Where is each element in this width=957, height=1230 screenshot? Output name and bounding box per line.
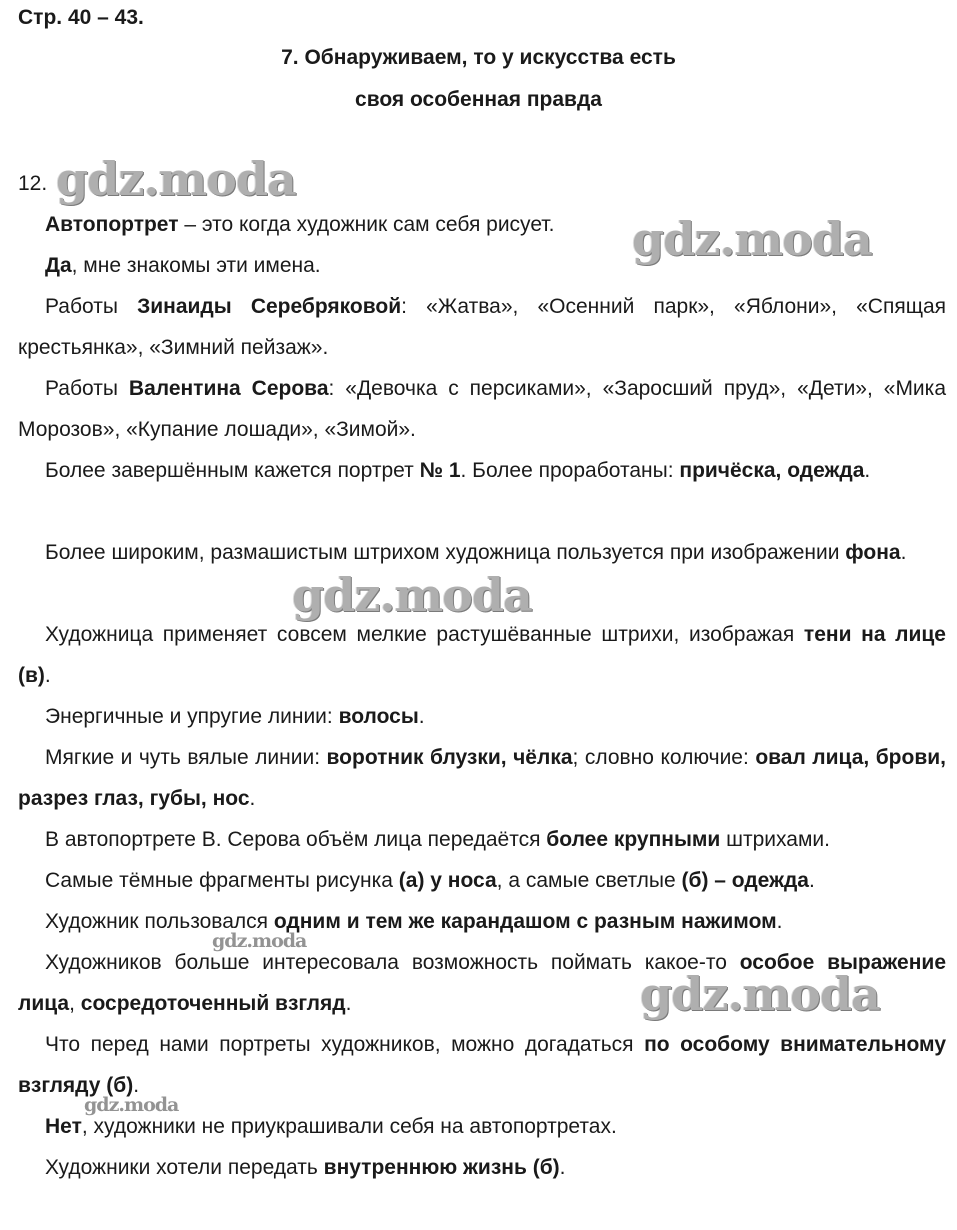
answer-paragraph-6: Более широким, размашистым штрихом художница пользуется при изображении фона. — [45, 541, 907, 564]
answer-paragraph-12: Художник пользовался одним и тем же карандашом с разным нажимом. — [45, 910, 783, 933]
answer-paragraph-3: Работы Зинаиды Серебряковой: «Жатва», «Осенний парк», «Яблони», «Спящая крестьянка», «Зимний пейзаж». — [18, 295, 947, 359]
answer-paragraph-2: Да, мне знакомы эти имена. — [45, 254, 321, 277]
watermark-logo: gdz.moda — [56, 152, 296, 206]
answer-paragraph-16: Художники хотели передать внутреннюю жизнь (б). — [45, 1156, 566, 1179]
section-title-line-2: своя особенная правда — [355, 88, 602, 111]
watermark-logo: gdz.moda — [84, 1094, 179, 1116]
answer-paragraph-13: Художников больше интересовала возможность поймать какое-то особое выражение лица, сосредоточенный взгляд. — [18, 951, 946, 1015]
answer-paragraph-15: Нет, художники не приукрашивали себя на автопортретах. — [45, 1115, 617, 1138]
answer-paragraph-1: Автопортрет – это когда художник сам себя рисует. — [45, 213, 555, 236]
watermark-logo: gdz.moda — [632, 212, 872, 266]
answer-paragraph-9: Мягкие и чуть вялые линии: воротник блузки, чёлка; словно колючие: овал лица, брови, разрез глаз, губы, нос. — [18, 746, 946, 810]
answer-paragraph-14: Что перед нами портреты художников, можно догадаться по особому внимательному взгляду (б). — [18, 1033, 946, 1097]
answer-paragraph-11: Самые тёмные фрагменты рисунка (а) у носа, а самые светлые (б) – одежда. — [45, 869, 815, 892]
answer-paragraph-5: Более завершённым кажется портрет № 1. Более проработаны: причёска, одежда. — [45, 459, 871, 482]
answer-paragraph-8: Энергичные и упругие линии: волосы. — [45, 705, 425, 728]
watermark-logo: gdz.moda — [640, 967, 880, 1021]
answer-paragraph-10: В автопортрете В. Серова объём лица передаётся более крупными штрихами. — [45, 828, 830, 851]
watermark-logo: gdz.moda — [292, 568, 532, 622]
page-range: Стр. 40 – 43. — [18, 6, 144, 29]
task-number: 12. — [18, 172, 48, 195]
watermark-logo: gdz.moda — [212, 930, 307, 952]
answer-paragraph-4: Работы Валентина Серова: «Девочка с персиками», «Заросший пруд», «Дети», «Мика Морозов», «Купание лошади», «Зимой». — [18, 377, 946, 441]
section-title-line-1: 7. Обнаруживаем, то у искусства есть — [281, 46, 676, 69]
answer-paragraph-7: Художница применяет совсем мелкие растушёванные штрихи, изображая тени на лице (в). — [18, 623, 946, 687]
